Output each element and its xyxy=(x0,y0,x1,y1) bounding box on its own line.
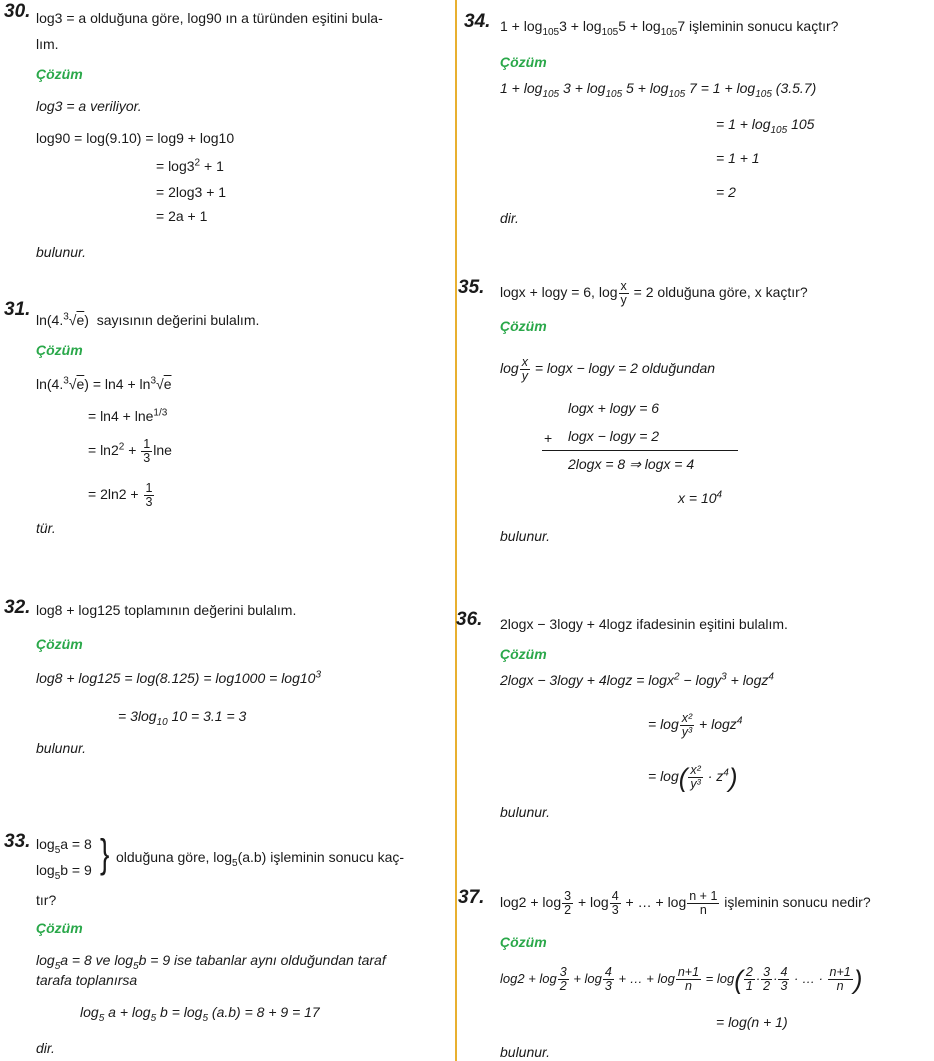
solution-line: = 2 xyxy=(716,184,736,200)
plus-sign: + xyxy=(544,430,553,446)
question-text: log2 + log $\frac{3}{2}$ + log $\frac{4}{3}$ + … + log $\frac{n + 1}{n}$ işleminin sonucu nedir? xyxy=(500,889,871,917)
solution-line: logx + logy = 6 xyxy=(568,400,660,416)
sum-line xyxy=(542,450,738,451)
closing-text: bulunur. xyxy=(500,1044,551,1060)
problem-number: 33. xyxy=(4,831,31,852)
solution-line: = $1 + \log_{105} 105$ xyxy=(716,116,815,136)
closing-text: bulunur. xyxy=(500,528,551,544)
solution-line: log90 = log(9.10) = log9 + log10 xyxy=(36,130,235,146)
problem-number: 35. xyxy=(458,277,485,298)
solution-line: = $3\log_{10}$ 10 = 3.1 = 3 xyxy=(118,708,247,728)
solution-line: = ln4 + lne$^{1/3}$ xyxy=(88,407,168,424)
solution-label: Çözüm xyxy=(36,920,83,936)
solution-line: = 2log3 + 1 xyxy=(156,184,227,200)
question-text-cont: lım. xyxy=(36,36,59,52)
solution-line: = log $\frac{\text{x²}}{\text{y³}}$ + logz$^4$ xyxy=(648,711,743,739)
closing-text: dir. xyxy=(36,1040,55,1056)
solution-line: $\log 8 + \log 125 = \log(8.125) = \log 1000 = \log 10^3$ xyxy=(36,669,322,686)
solution-line: tarafa toplanırsa xyxy=(36,972,138,988)
question-text: ln(4.$^3$√e) sayısının değerini bulalım. xyxy=(36,311,260,328)
solution-line: $\log_5a = 8$ ve $\log_5b = 9$ ise tabanlar aynı olduğundan taraf xyxy=(36,952,386,972)
solution-line: log2 + log $\frac{3}{2}$ + log $\frac{4}{3}$ + … + log $\frac{n+1}{n}$ = log( $\frac{2}{1}$ · $\frac{3}{2}$ · $\frac{4}{3}$ · … · $\frac{n+1}{n}$ ) xyxy=(500,964,863,995)
problem-number: 36. xyxy=(456,609,483,630)
problem-number: 32. xyxy=(4,597,31,618)
closing-text: bulunur. xyxy=(36,740,87,756)
solution-line: $\ln(4.^3√e) = \ln 4 + \ln^3√e$ xyxy=(36,375,172,392)
solution-line: = log(n + 1) xyxy=(716,1014,788,1030)
question-text: $1 + \log_{105}3 + \log_{105}5 + \log_{105}7$ işleminin sonucu kaçtır? xyxy=(500,18,839,38)
closing-text: tür. xyxy=(36,520,56,536)
question-text-cont: tır? xyxy=(36,892,57,908)
solution-line: $x = 10^4$ xyxy=(678,489,723,506)
solution-line: logx − logy = 2 xyxy=(568,428,660,444)
closing-text: bulunur. xyxy=(500,804,551,820)
solution-label: Çözüm xyxy=(36,342,83,358)
closing-text: dir. xyxy=(500,210,519,226)
closing-text: bulunur. xyxy=(36,244,87,260)
solution-line: = $\ln 2^2$ + $\frac{1}{3}$ lne xyxy=(88,437,172,465)
brace: } xyxy=(100,832,110,876)
problem-number: 37. xyxy=(458,887,485,908)
question-text: log3 = a olduğuna göre, log90 ın a türünden eşitini bula- xyxy=(36,10,383,26)
solution-line: = $\log 3^2 + 1$ xyxy=(156,157,224,174)
given-line: $\log_5a = 8$ xyxy=(36,836,92,856)
question-text: logx + logy = 6, log $\frac{x}{y}$ = 2 olduğuna göre, x kaçtır? xyxy=(500,279,808,307)
problem-number: 30. xyxy=(4,1,31,22)
solution-label: Çözüm xyxy=(36,66,83,82)
solution-line: 2logx − 3logy + 4logz = logx$^2$ − logy$^3$ + logz$^4$ xyxy=(500,671,774,688)
problem-number: 34. xyxy=(464,11,491,32)
solution-line: log $\frac{x}{y}$ = logx − logy = 2 olduğundan xyxy=(500,355,716,383)
question-text: log8 + log125 toplamının değerini bulalım. xyxy=(36,602,297,618)
solution-line: $\log_5 a + \log_5 b = \log_5 (a.b) = 8 + 9 = 17$ xyxy=(80,1004,320,1024)
solution-line: = 2a + 1 xyxy=(156,208,208,224)
left-column xyxy=(0,0,452,1061)
solution-label: Çözüm xyxy=(500,646,547,662)
solution-line: = 1 + 1 xyxy=(716,150,760,166)
given-line: $\log_5b = 9$ xyxy=(36,862,92,882)
problem-number: 31. xyxy=(4,299,31,320)
solution-label: Çözüm xyxy=(500,54,547,70)
given-text: log3 = a veriliyor. xyxy=(36,98,142,114)
solution-line: $1 + \log_{105} 3 + \log_{105} 5 + \log_{105} 7 = 1 + \log_{105} (3.5.7)$ xyxy=(500,80,817,100)
solution-line: = 2ln2 + $\frac{1}{3}$ xyxy=(88,481,153,509)
column-divider xyxy=(455,0,457,1061)
solution-line: 2logx = 8 ⇒ logx = 4 xyxy=(568,456,695,472)
question-text: 2logx − 3logy + 4logz ifadesinin eşitini bulalım. xyxy=(500,616,788,632)
solution-line: = log( $\frac{\text{x²}}{\text{y³}}$ · $z^4$) xyxy=(648,762,738,793)
solution-label: Çözüm xyxy=(500,318,547,334)
right-column xyxy=(458,0,934,1061)
question-text: olduğuna göre, $\log_5(a.b)$ işleminin sonucu kaç- xyxy=(116,849,405,869)
solution-label: Çözüm xyxy=(36,636,83,652)
solution-label: Çözüm xyxy=(500,934,547,950)
